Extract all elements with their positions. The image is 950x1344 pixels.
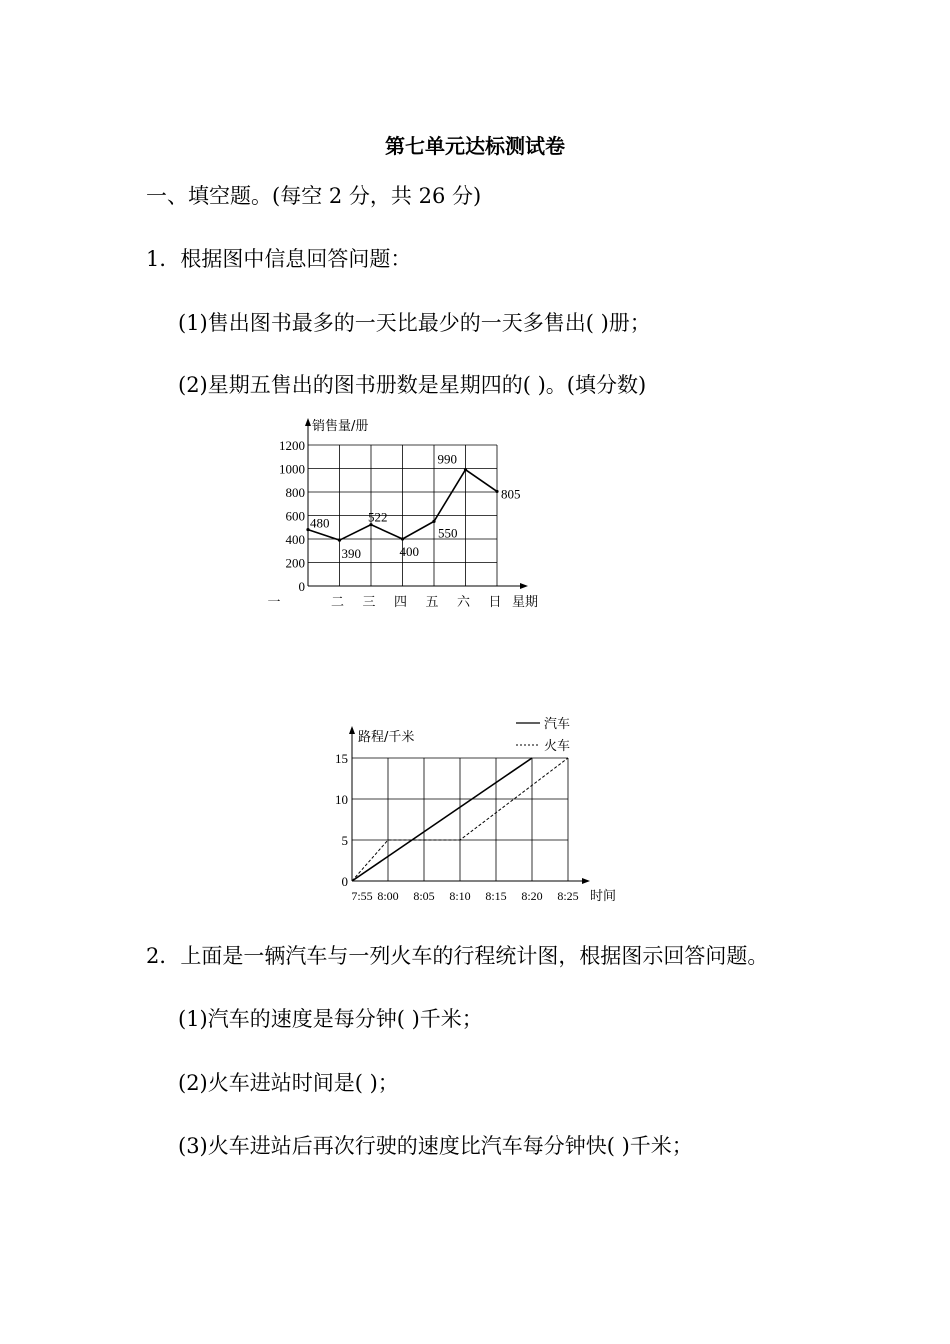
y-tick-label: 0 xyxy=(341,874,348,889)
question-1-stem: 1．根据图中信息回答问题： xyxy=(146,247,412,271)
y-tick-label: 400 xyxy=(285,532,305,547)
x-tick-label: 一 xyxy=(267,595,281,610)
x-tick-label: 8:00 xyxy=(377,889,399,903)
x-tick-label: 8:10 xyxy=(449,889,471,903)
page-title: 第七单元达标测试卷 xyxy=(385,134,565,158)
question-1-part-1: (1)售出图书最多的一天比最少的一天多售出( )册； xyxy=(178,311,651,335)
x-tick-label: 五 xyxy=(425,595,439,610)
y-tick-label: 1200 xyxy=(279,438,305,453)
data-point xyxy=(464,468,467,471)
data-label: 480 xyxy=(310,515,330,531)
y-axis-label: 路程/千米 xyxy=(358,730,415,745)
y-tick-label: 600 xyxy=(285,508,305,524)
data-label: 400 xyxy=(399,544,419,559)
data-point xyxy=(432,520,435,523)
y-tick-label: 15 xyxy=(335,751,348,766)
data-label: 990 xyxy=(437,451,457,467)
x-tick-label: 二 xyxy=(330,595,345,610)
question-1-part-2: (2)星期五售出的图书册数是星期四的( )。(填分数) xyxy=(178,373,647,397)
question-2-part-2: (2)火车进站时间是( )； xyxy=(178,1071,399,1095)
data-label: 550 xyxy=(438,525,458,541)
question-2-part-1: (1)汽车的速度是每分钟( )千米； xyxy=(178,1007,483,1031)
x-tick-label: 四 xyxy=(393,595,408,610)
y-tick-label: 200 xyxy=(285,555,305,571)
legend-label-train: 火车 xyxy=(544,739,571,754)
data-label: 522 xyxy=(368,509,388,525)
question-2-part-3: (3)火车进站后再次行驶的速度比汽车每分钟快( )千米； xyxy=(178,1134,693,1158)
data-point xyxy=(401,537,404,540)
y-tick-label: 10 xyxy=(335,792,348,807)
x-tick-label: 三 xyxy=(362,595,376,610)
x-tick-label: 日 xyxy=(488,595,502,610)
x-tick-label: 8:25 xyxy=(557,889,579,903)
sales-line-chart xyxy=(267,410,560,615)
data-point xyxy=(338,539,341,542)
y-tick-label: 1000 xyxy=(279,461,305,477)
y-tick-label: 800 xyxy=(285,485,305,500)
x-tick-label: 7:55 xyxy=(351,889,373,903)
section-heading: 一、填空题。(每空 2 分，共 26 分) xyxy=(146,184,482,208)
y-axis-arrow xyxy=(305,418,311,426)
x-tick-label: 8:15 xyxy=(485,889,507,903)
data-label: 805 xyxy=(501,486,521,502)
data-label: 390 xyxy=(341,546,361,562)
x-axis-label: 时间 xyxy=(590,889,617,904)
car-line xyxy=(352,758,532,881)
y-axis-label: 销售量/册 xyxy=(312,419,369,434)
distance-time-chart xyxy=(330,710,630,910)
x-tick-label: 8:05 xyxy=(413,889,435,903)
y-axis-arrow xyxy=(349,726,355,734)
x-axis-arrow xyxy=(520,583,528,589)
y-tick-label: 5 xyxy=(341,833,348,848)
x-axis-label: 星期 xyxy=(512,595,539,610)
x-axis-arrow xyxy=(582,878,590,884)
question-2-stem: 2．上面是一辆汽车与一列火车的行程统计图，根据图示回答问题。 xyxy=(146,944,769,968)
legend-label-car: 汽车 xyxy=(544,717,571,732)
x-tick-label: 8:20 xyxy=(521,889,543,903)
y-tick-label: 0 xyxy=(298,579,305,594)
data-point xyxy=(495,490,498,493)
x-tick-label: 六 xyxy=(456,595,471,610)
